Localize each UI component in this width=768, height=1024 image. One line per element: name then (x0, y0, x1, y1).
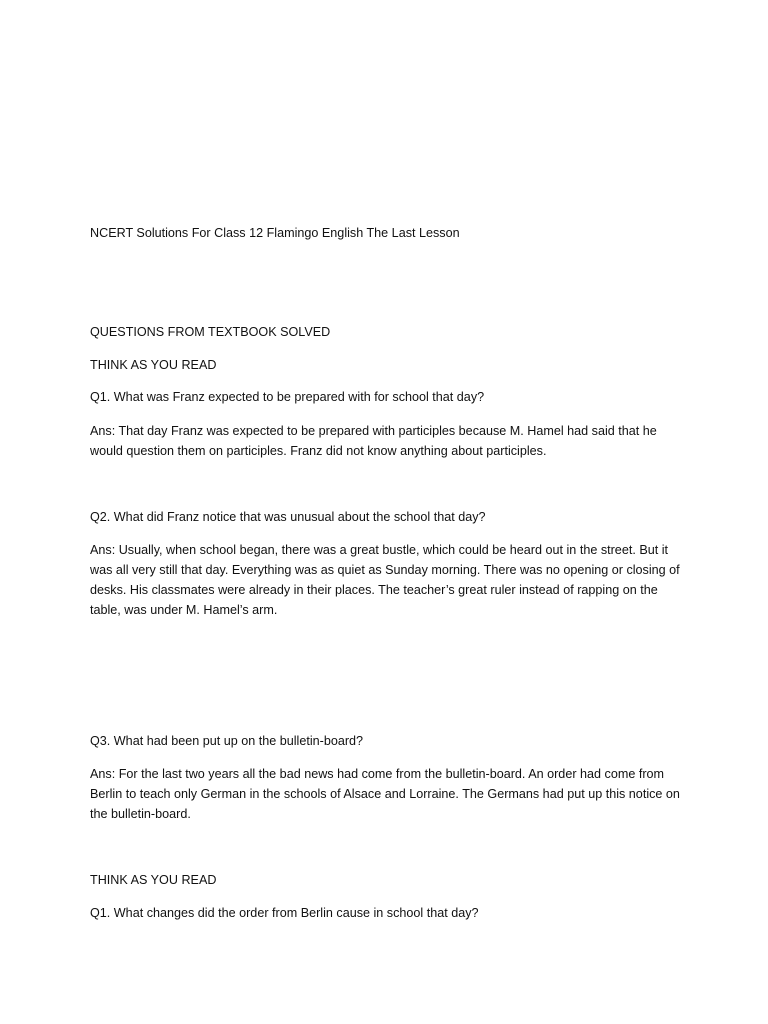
subheading-think-as-you-read: THINK AS YOU READ (90, 358, 217, 372)
answer-3: Ans: For the last two years all the bad news had come from the bulletin-board. An order had come from Berlin to teach only German in the schools of Alsace and Lorraine. The Germans had put up this notice on the bulletin-board. (90, 767, 680, 821)
answer-2: Ans: Usually, when school began, there was a great bustle, which could be heard out in the street. But it was all very still that day. Everything was as quiet as Sunday morning. There was no opening or closing of desks. His classmates were already in their places. The teacher’s great ruler instead of rapping on the table, was under M. Hamel’s arm. (90, 543, 680, 617)
section-heading: QUESTIONS FROM TEXTBOOK SOLVED (90, 325, 331, 339)
question-1: Q1. What was Franz expected to be prepared with for school that day? (90, 390, 485, 404)
document-title: NCERT Solutions For Class 12 Flamingo English The Last Lesson (90, 226, 460, 240)
question-4: Q1. What changes did the order from Berlin cause in school that day? (90, 906, 479, 920)
subheading-think-as-you-read-2: THINK AS YOU READ (90, 873, 217, 887)
answer-1: Ans: That day Franz was expected to be prepared with participles because M. Hamel had said that he would question them on participles. Franz did not know anything about participles. (90, 424, 657, 458)
question-2: Q2. What did Franz notice that was unusual about the school that day? (90, 510, 486, 524)
question-3: Q3. What had been put up on the bulletin-board? (90, 734, 364, 748)
